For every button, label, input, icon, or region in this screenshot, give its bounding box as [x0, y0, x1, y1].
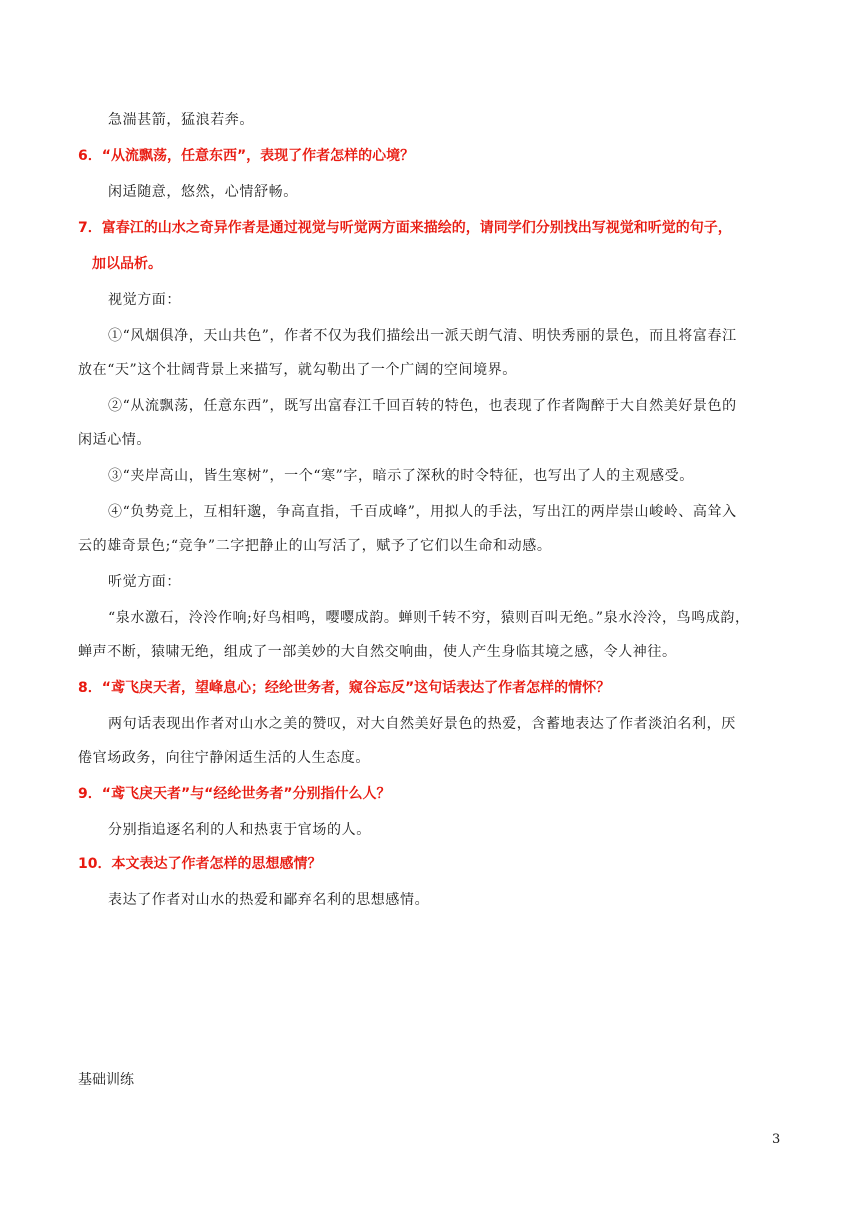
visual-heading: 视觉方面： — [108, 292, 181, 308]
auditory-heading: 听觉方面： — [108, 574, 181, 590]
auditory-text-line1: “泉水激石，泠泠作响;好鸟相鸣，嘤嘤成韵。蝉则千转不穷，猿则百叫无绝。”泉水泠泠，鸟鸣成韵， — [108, 610, 750, 626]
question-8: 8．“鸢飞戾天者，望峰息心；经纶世务者，窥谷忘反”这句话表达了作者怎样的情怀？ — [78, 680, 611, 696]
page-number: 3 — [772, 1132, 781, 1147]
answer-8-line1: 两句话表现出作者对山水之美的赞叹，对大自然美好景色的热爱，含蓄地表达了作者淡泊名利，厌 — [108, 716, 736, 732]
auditory-text-line2: 蝉声不断，猿啸无绝，组成了一部美妙的大自然交响曲，使人产生身临其境之感，令人神往。 — [78, 644, 677, 660]
question-7-line2: 加以品析。 — [92, 256, 162, 272]
answer-9: 分别指追逐名利的人和热衷于官场的人。 — [108, 822, 371, 838]
visual-point-4-line2: 云的雄奇景色;“竞争”二字把静止的山写活了，赋予了它们以生命和动感。 — [78, 538, 552, 554]
visual-point-1-line2: 放在“天”这个壮阔背景上来描写，就勾勒出了一个广阔的空间境界。 — [78, 362, 517, 378]
question-9: 9．“鸢飞戾天者”与“经纶世务者”分别指什么人？ — [78, 786, 391, 802]
visual-point-2-line1: ②“从流飘荡，任意东西”，既写出富春江千回百转的特色，也表现了作者陶醉于大自然美好景色的 — [108, 398, 737, 414]
visual-point-3: ③“夹岸高山，皆生寒树”，一个“寒”字，暗示了深秋的时令特征，也写出了人的主观感受。 — [108, 468, 694, 484]
answer-8-line2: 倦官场政务，向往宁静闲适生活的人生态度。 — [78, 750, 370, 766]
visual-point-4-line1: ④“负势竞上，互相轩邈，争高直指，千百成峰”，用拟人的手法，写出江的两岸崇山峻岭、高耸入 — [108, 504, 737, 520]
visual-point-2-line2: 闲适心情。 — [78, 432, 151, 448]
question-6: 6．“从流飘荡，任意东西”，表现了作者怎样的心境？ — [78, 148, 415, 164]
answer-6: 闲适随意，悠然，心情舒畅。 — [108, 184, 298, 200]
visual-point-1-line1: ①“风烟俱净，天山共色”，作者不仅为我们描绘出一派天朗气清、明快秀丽的景色，而且将富春江 — [108, 328, 737, 344]
answer-10: 表达了作者对山水的热爱和鄙弃名利的思想感情。 — [108, 892, 430, 908]
question-7-line1: 7．富春江的山水之奇异作者是通过视觉与听觉两方面来描绘的，请同学们分别找出写视觉和听觉的句子， — [78, 220, 732, 236]
section-label: 基础训练 — [78, 1072, 134, 1088]
answer-5-text: 急湍甚箭，猛浪若奔。 — [108, 112, 254, 128]
question-10: 10．本文表达了作者怎样的思想感情？ — [78, 856, 322, 872]
